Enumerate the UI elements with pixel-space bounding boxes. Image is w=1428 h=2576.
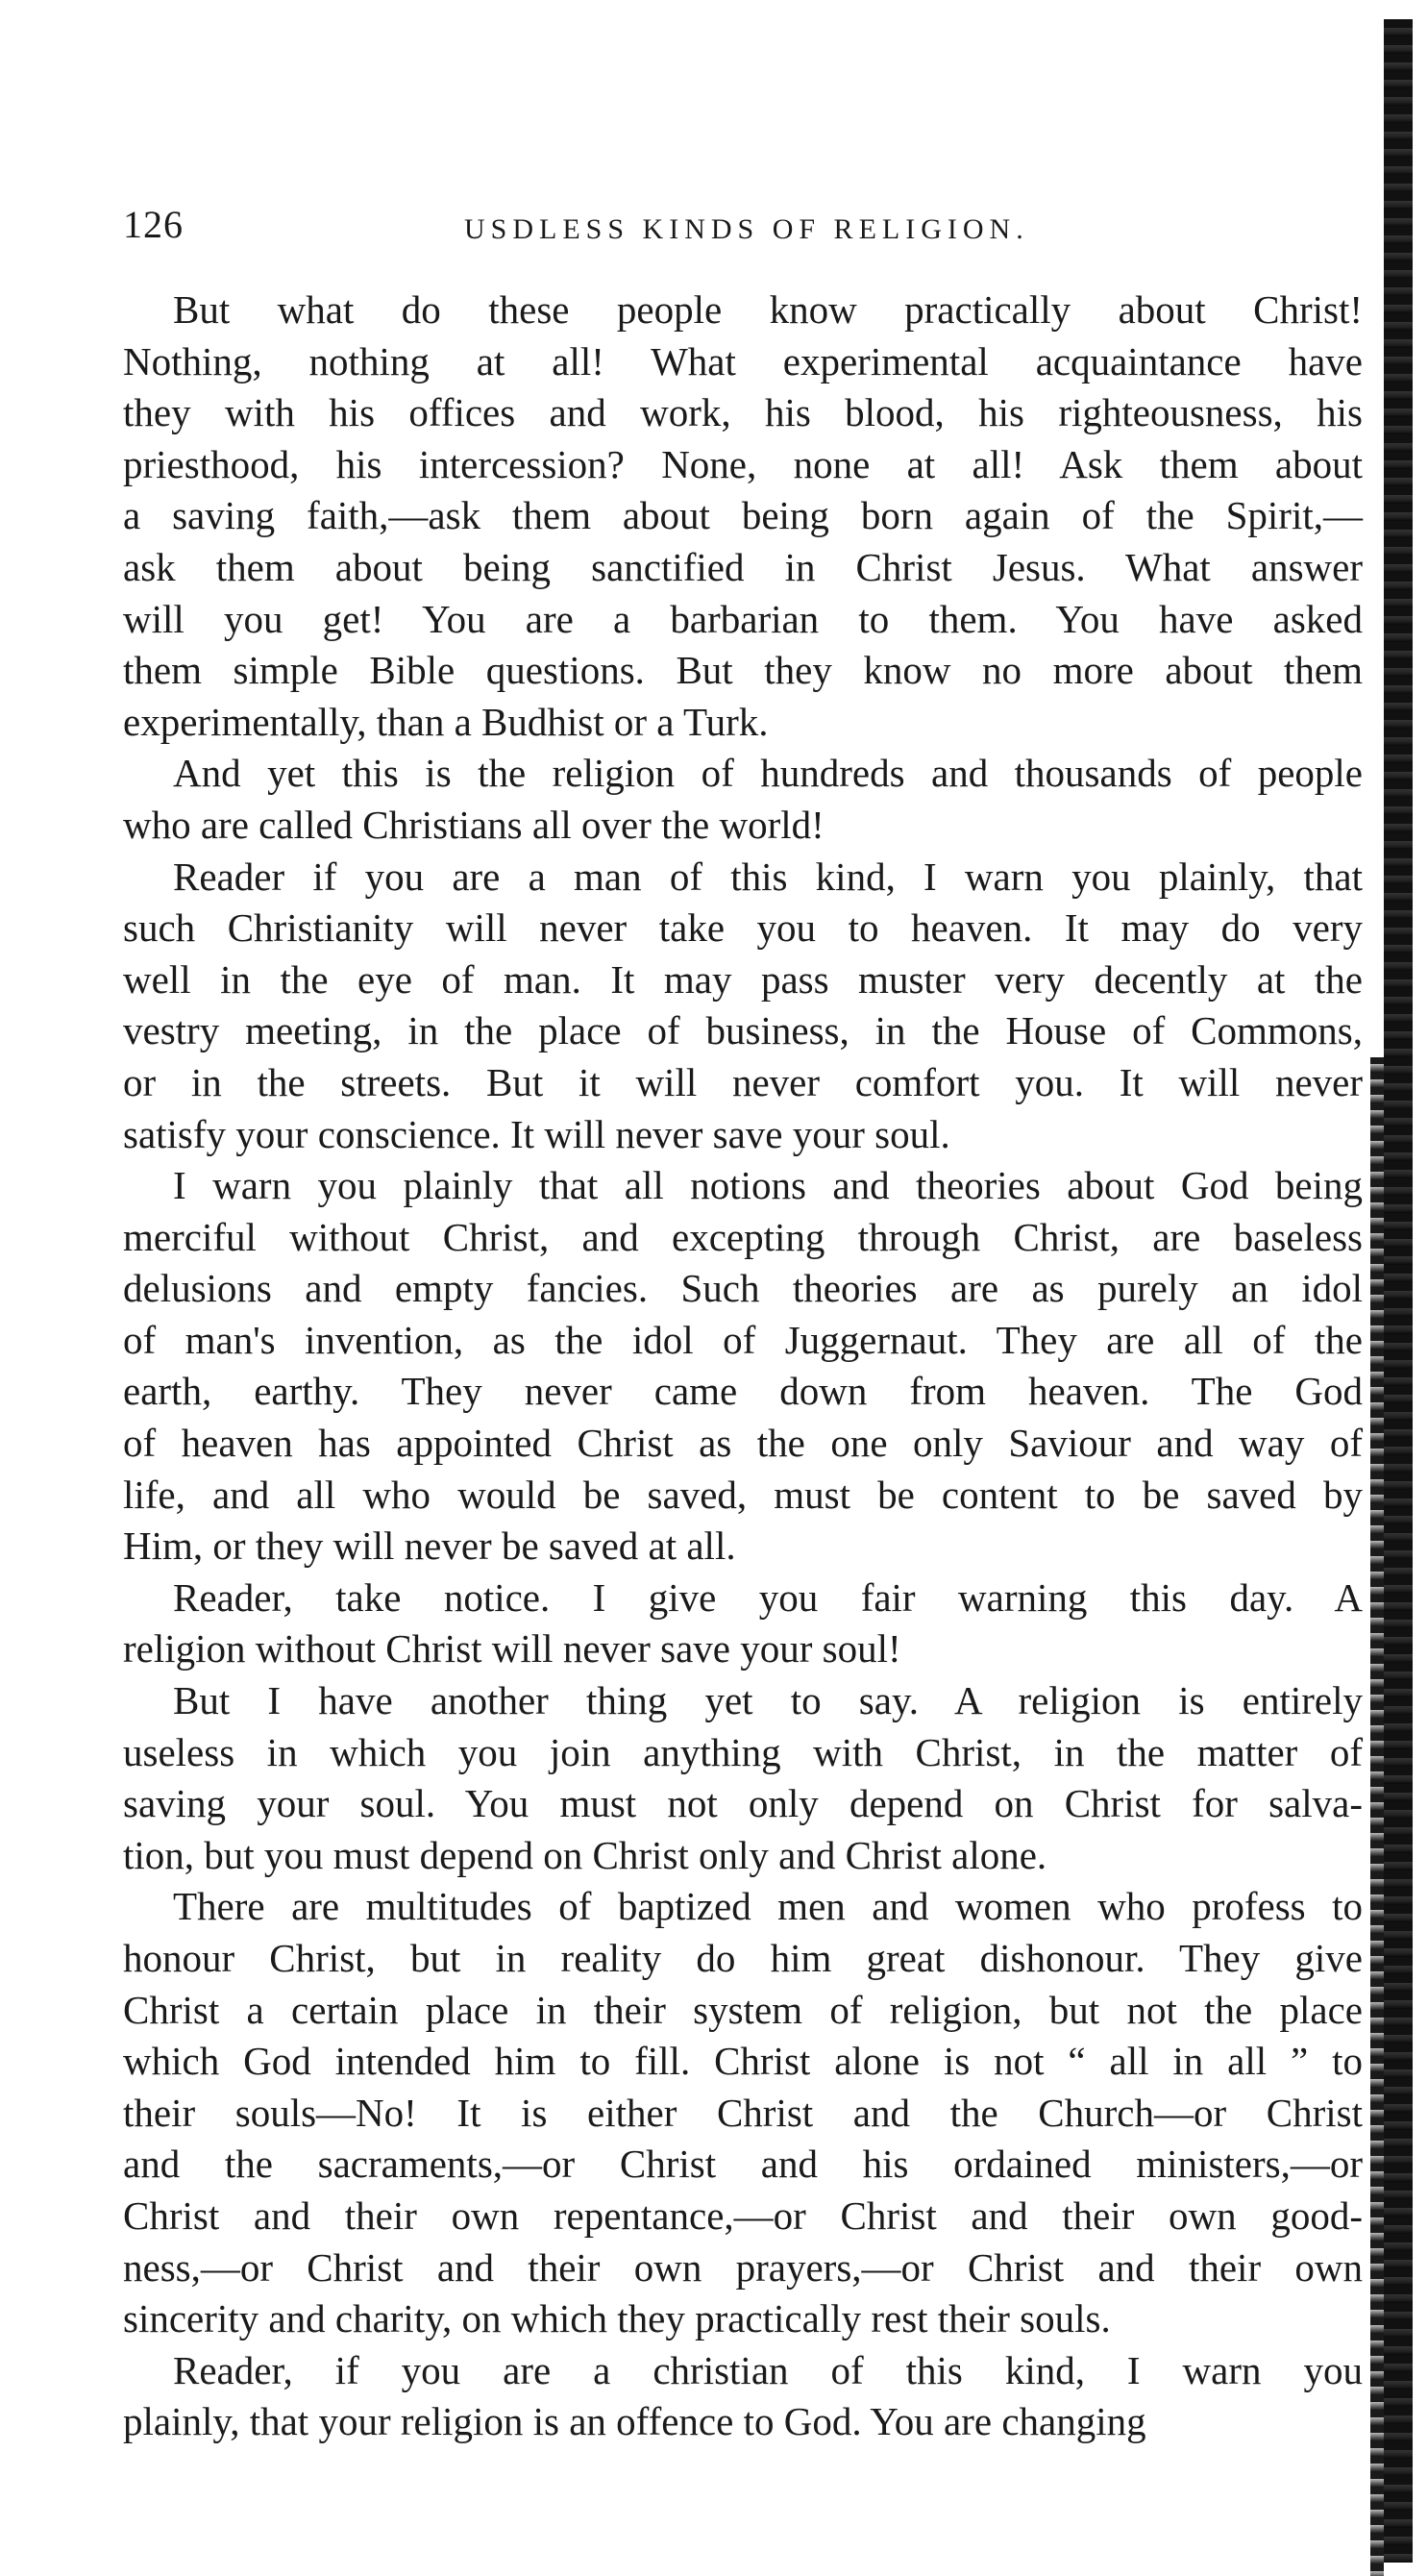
text-line: Christ a certain place in their system of religion, but not the place	[123, 1987, 1363, 2032]
text-line: vestry meeting, in the place of business, in the House of Commons,	[123, 1008, 1363, 1053]
text-line: sincerity and charity, on which they practically rest their souls.	[123, 2296, 1111, 2341]
text-line: delusions and empty fancies. Such theories are as purely an idol	[123, 1266, 1363, 1311]
text-line: ask them about being sanctified in Christ Jesus. What answer	[123, 544, 1363, 589]
text-line: There are multitudes of baptized men and women who profess to	[173, 1884, 1363, 1929]
text-line: they with his offices and work, his blood, his righteousness, his	[123, 390, 1363, 435]
text-line: their souls—No! It is either Christ and the Church—or Christ	[123, 2090, 1363, 2135]
text-line: them simple Bible questions. But they know no more about them	[123, 648, 1363, 693]
text-line: of man's invention, as the idol of Juggernaut. They are all of the	[123, 1317, 1363, 1362]
text-line: of heaven has appointed Christ as the one only Saviour and way of	[123, 1421, 1363, 1466]
text-line: well in the eye of man. It may pass muster very decently at the	[123, 956, 1363, 1002]
page-number: 126	[123, 203, 184, 246]
text-line: useless in which you join anything with Christ, in the matter of	[123, 1729, 1363, 1774]
text-line: experimentally, than a Budhist or a Turk.	[123, 699, 769, 744]
text-line: Reader if you are a man of this kind, I warn you plainly, that	[173, 854, 1363, 899]
text-line: tion, but you must depend on Christ only and Christ alone.	[123, 1832, 1047, 1877]
text-line: But I have another thing yet to say. A religion is entirely	[173, 1678, 1363, 1723]
text-line: And yet this is the religion of hundreds and thousands of people	[173, 751, 1363, 796]
text-line: Christ and their own repentance,—or Christ and their own good-	[123, 2192, 1363, 2238]
text-line: honour Christ, but in reality do him great dishonour. They give	[123, 1936, 1363, 1980]
text-line: Reader, take notice. I give you fair warning this day. A	[173, 1574, 1363, 1620]
body-text	[123, 285, 1363, 2448]
text-line: life, and all who would be saved, must be content to be saved by	[123, 1472, 1363, 1517]
text-line: and the sacraments,—or Christ and his ordained ministers,—or	[123, 2142, 1363, 2187]
text-line: Nothing, nothing at all! What experimental acquaintance have	[123, 338, 1363, 384]
text-line: who are called Christians all over the world!	[123, 802, 825, 847]
text-line: such Christianity will never take you to heaven. It may do very	[123, 905, 1363, 951]
text-line: which God intended him to fill. Christ alone is not “ all in all ” to	[123, 2039, 1363, 2084]
running-head: USDLESS KINDS OF RELIGION.	[464, 213, 1029, 245]
text-line: or in the streets. But it will never comfort you. It will never	[123, 1059, 1363, 1104]
page-header	[123, 202, 1363, 260]
text-line: priesthood, his intercession? None, none at all! Ask them about	[123, 441, 1363, 486]
text-line: merciful without Christ, and excepting through Christ, are baseless	[123, 1214, 1363, 1259]
text-line: Reader, if you are a christian of this kind, I warn you	[173, 2347, 1363, 2392]
text-line: will you get! You are a barbarian to them. You have asked	[123, 596, 1363, 641]
binding-shadow	[1384, 19, 1413, 2563]
text-line: religion without Christ will never save your soul!	[123, 1626, 901, 1672]
text-line: Him, or they will never be saved at all.	[123, 1523, 736, 1569]
text-line: ness,—or Christ and their own prayers,—or Christ and their own	[123, 2244, 1363, 2290]
text-line: earth, earthy. They never came down from heaven. The God	[123, 1369, 1363, 1414]
text-line: satisfy your conscience. It will never save your soul.	[123, 1111, 950, 1156]
text-line: saving your soul. You must not only depend on Christ for salva-	[123, 1781, 1363, 1826]
text-line: I warn you plainly that all notions and theories about God being	[173, 1163, 1363, 1208]
text-line: a saving faith,—ask them about being born again of the Spirit,—	[123, 493, 1363, 538]
text-line: But what do these people know practically about Christ!	[173, 287, 1363, 332]
text-line: plainly, that your religion is an offence to God. You are changing	[123, 2399, 1146, 2444]
